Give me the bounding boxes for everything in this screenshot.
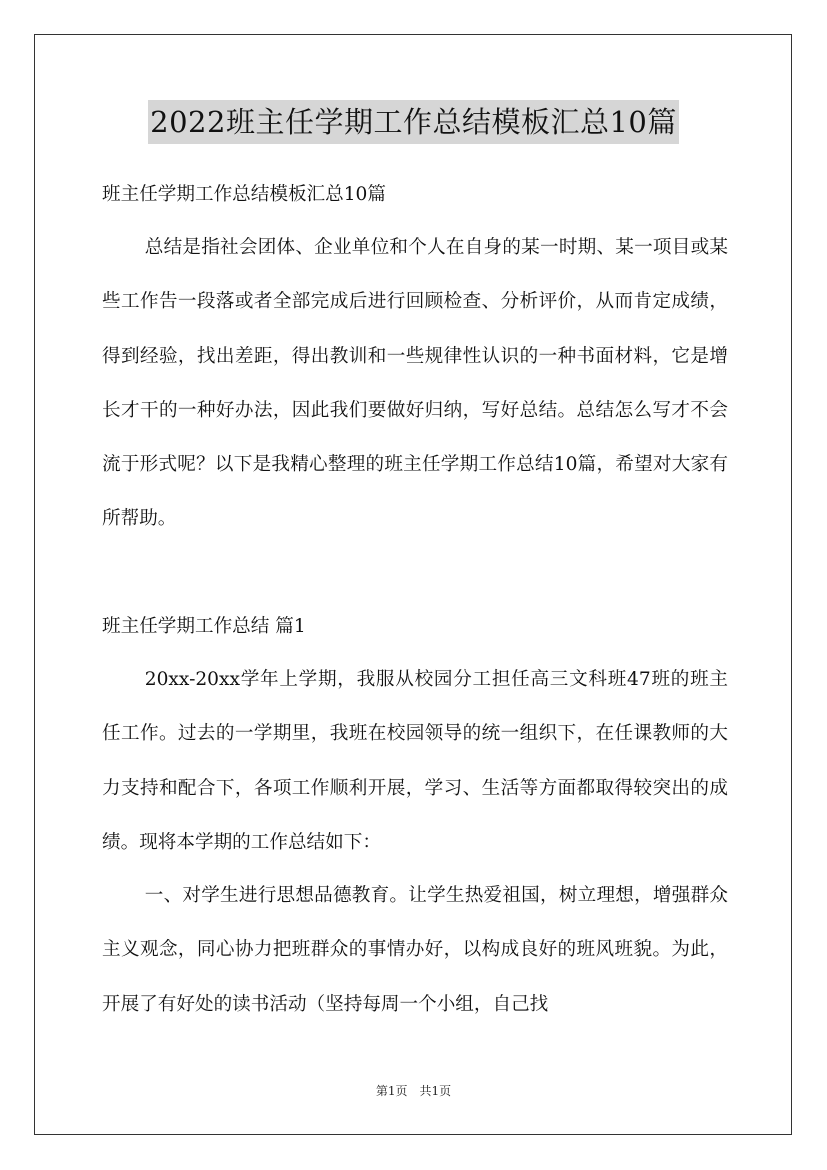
body-paragraph-2: 一、对学生进行思想品德教育。让学生热爱祖国，树立理想，增强群众主义观念，同心协力把班群众的事情办好，以构成良好的班风班貌。为此，开展了有好处的读书活动（坚持每周一个小组，自己找 bbox=[102, 885, 728, 1015]
document-title: 2022班主任学期工作总结模板汇总10篇 bbox=[148, 100, 679, 144]
intro-paragraph: 总结是指社会团体、企业单位和个人在自身的某一时期、某一项目或某些工作告一段落或者全部完成后进行回顾检查、分析评价，从而肯定成绩，得到经验，找出差距，得出教训和一些规律性认识的一种书面材料，它是增长才干的一种好办法，因此我们要做好归纳，写好总结。总结怎么写才不会流于形式呢？以下是我精心整理的班主任学期工作总结10篇，希望对大家有所帮助。 bbox=[102, 237, 728, 530]
document-subtitle: 班主任学期工作总结模板汇总10篇 bbox=[102, 184, 386, 205]
page-footer: 第1页 共1页 bbox=[375, 1084, 452, 1098]
title-container bbox=[0, 100, 827, 144]
section-heading: 班主任学期工作总结 篇1 bbox=[102, 616, 306, 637]
body-paragraph-1: 20xx-20xx学年上学期，我服从校园分工担任高三文科班47班的班主任工作。过去的一学期里，我班在校园领导的统一组织下，在任课教师的大力支持和配合下，各项工作顺利开展，学习、生活等方面都取得较突出的成绩。现将本学期的工作总结如下： bbox=[102, 669, 728, 853]
